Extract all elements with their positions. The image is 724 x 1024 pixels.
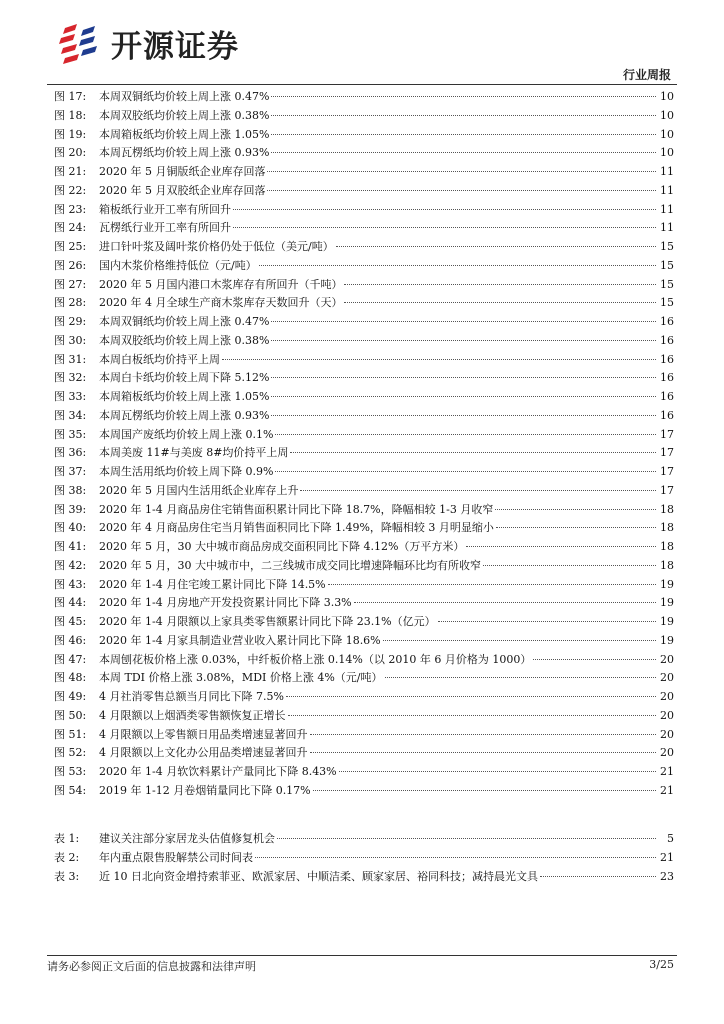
toc-entry[interactable] (54, 426, 674, 445)
report-type: 行业周报 (622, 68, 671, 82)
entry-page: 16 (660, 408, 674, 422)
entry-title: 2020 年 5 月，30 大中城市中，二三线城市成交同比增速降幅环比均有所收窄 (99, 558, 481, 572)
entry-label: 图 32: (54, 371, 87, 385)
entry-title: 本周 TDI 价格上涨 3.08%，MDI 价格上涨 4%（元/吨） (99, 671, 383, 685)
dot-leader (286, 696, 656, 697)
entry-label: 图 18: (54, 108, 87, 122)
entry-label: 图 22: (54, 183, 87, 197)
entry-title: 2020 年 1-4 月软饮料累计产量同比下降 8.43% (99, 765, 337, 778)
entry-label: 图 28: (54, 296, 87, 310)
entry-page: 10 (660, 127, 674, 141)
entry-label: 表 3: (54, 869, 80, 883)
entry-label: 图 52: (54, 746, 87, 760)
entry-page: 21 (660, 783, 674, 797)
entry-title: 本周双胶纸均价较上周上涨 0.38% (99, 333, 270, 347)
dot-leader (290, 452, 656, 453)
dot-leader (277, 838, 656, 839)
dot-leader (222, 359, 656, 360)
entry-page: 21 (660, 765, 674, 778)
dot-leader (344, 302, 656, 303)
dot-leader (271, 152, 656, 153)
dot-leader (310, 752, 657, 753)
dot-leader (267, 190, 656, 191)
entry-page: 19 (660, 596, 674, 610)
entry-label: 图 21: (54, 165, 87, 178)
entry-label: 表 1: (54, 832, 80, 845)
entry-page: 21 (660, 850, 674, 864)
dot-leader (271, 340, 656, 341)
entry-title: 2020 年 4 月全球生产商木浆库存天数回升（天） (99, 296, 343, 310)
dot-leader (275, 434, 656, 435)
toc-entry[interactable] (54, 669, 674, 688)
entry-title: 本周箱板纸均价较上周上涨 1.05% (99, 127, 270, 141)
entry-page: 15 (660, 240, 674, 253)
entry-title: 2020 年 4 月商品房住宅当月销售面积同比下降 1.49%，降幅相较 3 月明显缩小 (99, 521, 494, 535)
entry-page: 20 (660, 690, 674, 703)
entry-page: 15 (660, 258, 674, 272)
toc-entry[interactable] (54, 144, 674, 163)
dot-leader (271, 115, 656, 116)
dot-leader (466, 546, 656, 547)
entry-page: 16 (660, 352, 674, 366)
entry-page: 17 (660, 446, 674, 460)
toc-entry[interactable] (54, 182, 674, 201)
toc-entry[interactable] (54, 463, 674, 482)
toc-entry[interactable] (54, 613, 674, 632)
entry-title: 进口针叶浆及阔叶浆价格仍处于低位（美元/吨） (99, 240, 334, 253)
dot-leader (267, 171, 656, 172)
dot-leader (255, 857, 656, 858)
entry-page: 18 (660, 540, 674, 553)
entry-label: 图 43: (54, 577, 87, 591)
entry-title: 2020 年 5 月国内港口木浆库存有所回升（千吨） (99, 277, 343, 291)
entry-title: 本周双胶纸均价较上周上涨 0.38% (99, 108, 270, 122)
dot-leader (540, 876, 656, 877)
disclaimer-note: 请务必参阅正文后面的信息披露和法律声明 (47, 960, 256, 973)
entry-label: 图 35: (54, 427, 87, 441)
brand-logo-mark-icon (55, 20, 105, 66)
entry-title: 2020 年 1-4 月商品房住宅销售面积累计同比下降 18.7%，降幅相较 1-3 月收窄 (99, 502, 494, 516)
entry-page: 23 (660, 869, 674, 883)
toc-entry[interactable] (54, 219, 674, 238)
entry-page: 5 (667, 832, 674, 845)
entry-title: 2020 年 5 月，30 大中城市商品房成交面积同比下降 4.12%（万平方米） (99, 540, 465, 553)
entry-title: 2020 年 5 月双胶纸企业库存回落 (99, 183, 266, 197)
entry-title: 近 10 日北向资金增持索菲亚、欧派家居、中顺洁柔、顾家家居、裕同科技；减持晨光文具 (99, 869, 538, 883)
dot-leader (495, 509, 656, 510)
entry-label: 图 39: (54, 502, 87, 516)
toc-entry[interactable] (54, 519, 674, 538)
entry-title: 4 月社消零售总额当月同比下降 7.5% (99, 690, 284, 703)
toc-entry[interactable] (54, 257, 674, 276)
toc-entry[interactable] (54, 107, 674, 126)
dot-leader (328, 584, 656, 585)
toc-entry[interactable] (54, 351, 674, 370)
entry-label: 图 24: (54, 221, 87, 235)
dot-leader (271, 134, 656, 135)
page-number: 3/25 (649, 958, 674, 971)
entry-title: 本周刨花板价格上涨 0.03%，中纤板价格上涨 0.14%（以 2010 年 6 月价格为 1000） (99, 652, 532, 666)
entry-label: 图 40: (54, 521, 87, 535)
figure-list (54, 88, 674, 801)
entry-label: 图 37: (54, 465, 87, 478)
entry-title: 本周箱板纸均价较上周上涨 1.05% (99, 390, 270, 403)
toc-entry[interactable] (54, 388, 674, 407)
dot-leader (339, 771, 656, 772)
entry-label: 图 29: (54, 315, 87, 328)
dot-leader (354, 602, 656, 603)
toc-entry[interactable] (54, 744, 674, 763)
toc-entry[interactable] (54, 594, 674, 613)
entry-page: 10 (660, 146, 674, 160)
toc-entry[interactable] (54, 868, 674, 887)
dot-leader (271, 96, 656, 97)
entry-page: 11 (660, 183, 674, 197)
toc-entry[interactable] (54, 482, 674, 501)
entry-page: 10 (660, 108, 674, 122)
entry-label: 图 50: (54, 708, 87, 722)
entry-page: 20 (660, 727, 674, 741)
table-list (54, 830, 674, 886)
dot-leader (313, 790, 656, 791)
entry-page: 18 (660, 521, 674, 535)
entry-page: 11 (660, 221, 674, 235)
header-divider (47, 84, 677, 85)
dot-leader (275, 471, 656, 472)
toc-entry[interactable] (54, 369, 674, 388)
entry-title: 本周双铜纸均价较上周上涨 0.47% (99, 90, 270, 103)
entry-label: 图 49: (54, 690, 87, 703)
dot-leader (483, 565, 656, 566)
dot-leader (271, 415, 656, 416)
entry-label: 图 25: (54, 240, 87, 253)
entry-label: 图 26: (54, 258, 87, 272)
entry-page: 10 (660, 90, 674, 103)
dot-leader (288, 715, 657, 716)
dot-leader (438, 621, 656, 622)
entry-title: 4 月限额以上文化办公用品类增速显著回升 (99, 746, 308, 760)
toc-entry[interactable] (54, 501, 674, 520)
entry-title: 国内木浆价格维持低位（元/吨） (99, 258, 257, 272)
brand-name: 开源证券 (111, 28, 239, 65)
entry-title: 2020 年 1-4 月限额以上家具类零售额累计同比下降 23.1%（亿元） (99, 615, 436, 628)
entry-title: 4 月限额以上烟酒类零售额恢复正增长 (99, 708, 286, 722)
entry-label: 图 19: (54, 127, 87, 141)
toc-entry[interactable] (54, 726, 674, 745)
toc-entry[interactable] (54, 276, 674, 295)
entry-label: 图 33: (54, 390, 87, 403)
toc-entry[interactable] (54, 332, 674, 351)
entry-label: 图 53: (54, 765, 87, 778)
entry-title: 2020 年 5 月铜版纸企业库存回落 (99, 165, 266, 178)
toc-entry[interactable] (54, 707, 674, 726)
entry-title: 2020 年 5 月国内生活用纸企业库存上升 (99, 483, 299, 497)
dot-leader (271, 396, 656, 397)
entry-page: 11 (660, 202, 674, 216)
toc-entry[interactable] (54, 88, 674, 107)
entry-page: 16 (660, 315, 674, 328)
toc-entry[interactable] (54, 294, 674, 313)
entry-page: 16 (660, 371, 674, 385)
entry-page: 15 (660, 277, 674, 291)
toc-entry[interactable] (54, 830, 674, 849)
entry-label: 图 31: (54, 352, 87, 366)
toc-entry[interactable] (54, 632, 674, 651)
entry-page: 19 (660, 577, 674, 591)
entry-page: 19 (660, 633, 674, 647)
entry-label: 图 36: (54, 446, 87, 460)
toc-entry[interactable] (54, 557, 674, 576)
entry-label: 表 2: (54, 850, 80, 864)
toc-entry[interactable] (54, 782, 674, 801)
toc-entry[interactable] (54, 238, 674, 257)
dot-leader (233, 209, 656, 210)
dot-leader (271, 321, 656, 322)
entry-title: 4 月限额以上零售额日用品类增速显著回升 (99, 727, 308, 741)
entry-page: 19 (660, 615, 674, 628)
entry-label: 图 54: (54, 783, 87, 797)
dot-leader (533, 659, 656, 660)
entry-page: 11 (660, 165, 674, 178)
entry-label: 图 30: (54, 333, 87, 347)
entry-page: 17 (660, 483, 674, 497)
toc-entry[interactable] (54, 651, 674, 670)
entry-label: 图 42: (54, 558, 87, 572)
entry-title: 本周双铜纸均价较上周上涨 0.47% (99, 315, 270, 328)
entry-label: 图 44: (54, 596, 87, 610)
dot-leader (383, 640, 656, 641)
entry-page: 20 (660, 746, 674, 760)
dot-leader (300, 490, 656, 491)
toc-entry[interactable] (54, 201, 674, 220)
dot-leader (310, 734, 657, 735)
toc-entry[interactable] (54, 763, 674, 782)
toc-entry[interactable] (54, 688, 674, 707)
entry-label: 图 48: (54, 671, 87, 685)
entry-title: 箱板纸行业开工率有所回升 (99, 202, 231, 216)
toc-entry[interactable] (54, 163, 674, 182)
brand-logo (55, 20, 239, 66)
entry-title: 本周瓦楞纸均价较上周上涨 0.93% (99, 146, 270, 160)
toc-entry[interactable] (54, 576, 674, 595)
entry-title: 本周白板纸均价持平上周 (99, 352, 220, 366)
entry-label: 图 23: (54, 202, 87, 216)
entry-title: 2020 年 1-4 月家具制造业营业收入累计同比下降 18.6% (99, 633, 381, 647)
entry-label: 图 38: (54, 483, 87, 497)
entry-label: 图 46: (54, 633, 87, 647)
toc-entry[interactable] (54, 313, 674, 332)
entry-title: 本周生活用纸均价较上周下降 0.9% (99, 465, 274, 478)
entry-page: 17 (660, 465, 674, 478)
toc-entry[interactable] (54, 444, 674, 463)
entry-title: 本周瓦楞纸均价较上周上涨 0.93% (99, 408, 270, 422)
dot-leader (385, 677, 656, 678)
entry-title: 年内重点限售股解禁公司时间表 (99, 850, 253, 864)
entry-title: 本周国产废纸均价较上周上涨 0.1% (99, 427, 274, 441)
dot-leader (233, 227, 656, 228)
entry-page: 16 (660, 390, 674, 403)
dot-leader (271, 377, 656, 378)
entry-title: 瓦楞纸行业开工率有所回升 (99, 221, 231, 235)
entry-page: 18 (660, 502, 674, 516)
dot-leader (259, 265, 656, 266)
toc-entry[interactable] (54, 538, 674, 557)
entry-page: 15 (660, 296, 674, 310)
entry-page: 17 (660, 427, 674, 441)
entry-label: 图 45: (54, 615, 87, 628)
dot-leader (496, 527, 656, 528)
entry-title: 本周白卡纸均价较上周下降 5.12% (99, 371, 270, 385)
dot-leader (344, 284, 656, 285)
entry-label: 图 47: (54, 652, 87, 666)
entry-page: 18 (660, 558, 674, 572)
entry-title: 本周美废 11#与美废 8#均价持平上周 (99, 446, 289, 460)
entry-page: 20 (660, 652, 674, 666)
entry-page: 16 (660, 333, 674, 347)
entry-label: 图 20: (54, 146, 87, 160)
footer-divider (47, 955, 677, 956)
entry-label: 图 34: (54, 408, 87, 422)
toc-entry[interactable] (54, 407, 674, 426)
dot-leader (336, 246, 656, 247)
toc-entry[interactable] (54, 849, 674, 868)
entry-label: 图 17: (54, 90, 87, 103)
entry-title: 2020 年 1-4 月住宅竣工累计同比下降 14.5% (99, 577, 326, 591)
entry-title: 2019 年 1-12 月卷烟销量同比下降 0.17% (99, 783, 311, 797)
entry-label: 图 41: (54, 540, 87, 553)
entry-label: 图 27: (54, 277, 87, 291)
entry-title: 2020 年 1-4 月房地产开发投资累计同比下降 3.3% (99, 596, 352, 610)
entry-title: 建议关注部分家居龙头估值修复机会 (99, 832, 275, 845)
toc-entry[interactable] (54, 126, 674, 145)
entry-label: 图 51: (54, 727, 87, 741)
entry-page: 20 (660, 708, 674, 722)
entry-page: 20 (660, 671, 674, 685)
